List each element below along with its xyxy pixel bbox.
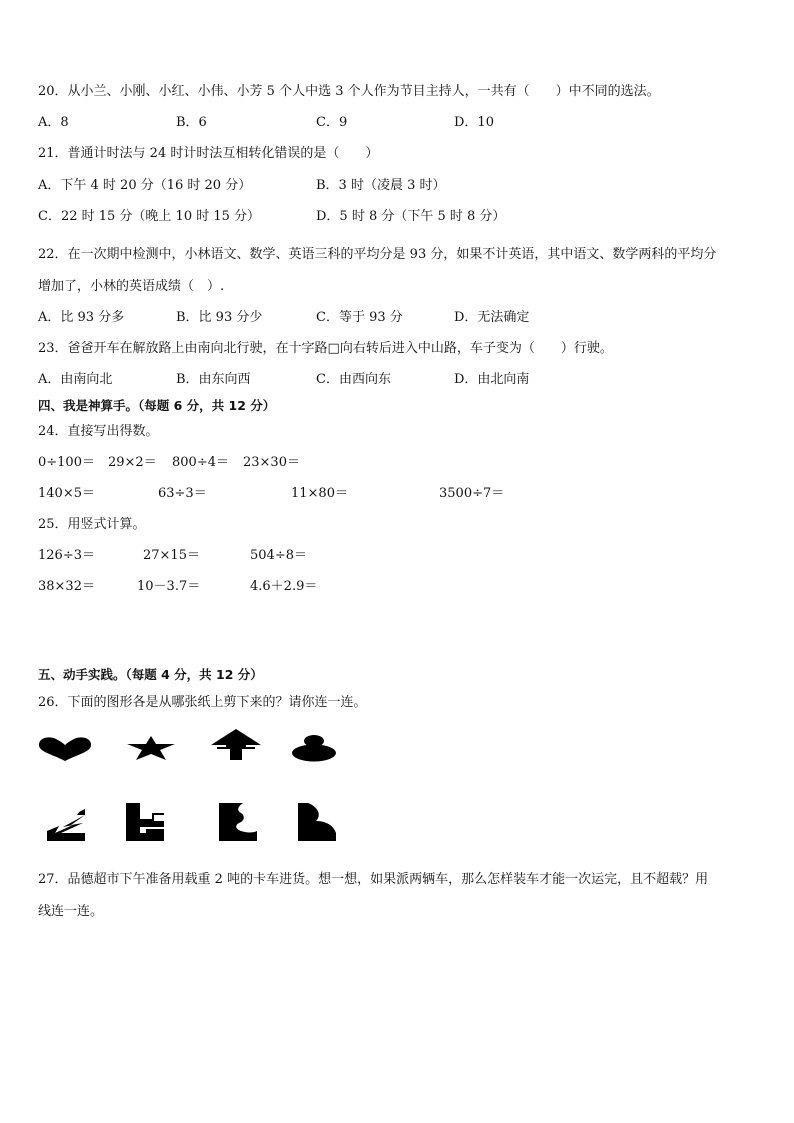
q24-stem: 24．直接写出得数。 <box>38 424 159 439</box>
q25-expr: 4.6＋2.9＝ <box>250 579 318 594</box>
q26-stem: 26．下面的图形各是从哪张纸上剪下来的？请你连一连。 <box>38 695 367 710</box>
q22-option-d: D．无法确定 <box>454 310 530 325</box>
q23-stem: 23．爸爸开车在解放路上由南向北行驶，在十字路□向右转后进入中山路，车子变为（ ）行驶。 <box>38 341 613 356</box>
q27-stem-line2: 线连一连。 <box>38 904 104 919</box>
q23-option-d: D．由北向南 <box>454 372 530 387</box>
q23-option-a: A．由南向北 <box>38 372 113 387</box>
q23-option-b: B．由东向西 <box>176 372 251 387</box>
q21-stem: 21．普通计时法与 24 时计时法互相转化错误的是（ ） <box>38 146 379 161</box>
q25-stem: 25．用竖式计算。 <box>38 517 146 532</box>
q20-option-d: D．10 <box>454 115 494 130</box>
star-shape-icon <box>126 735 176 761</box>
q24-expr: 800÷4＝ <box>172 455 229 470</box>
q21-option-c: C．22 时 15 分（晚上 10 时 15 分） <box>38 209 261 224</box>
q21-option-b: B．3 时（凌晨 3 时） <box>316 178 446 193</box>
q24-expr: 29×2＝ <box>108 455 157 470</box>
q21-option-d: D．5 时 8 分（下午 5 时 8 分） <box>316 209 506 224</box>
q22-stem-line1: 22．在一次期中检测中，小林语文、数学、英语三科的平均分是 93 分，如果不计英语，其中语文、数学两科的平均分 <box>38 247 717 262</box>
q25-expr: 504÷8＝ <box>250 548 307 563</box>
paper-round-cut-icon <box>219 803 257 841</box>
heart-shape-icon <box>38 736 92 762</box>
q22-option-a: A．比 93 分多 <box>38 310 125 325</box>
q25-expr: 38×32＝ <box>38 579 95 594</box>
section-5-title: 五、动手实践。（每题 4 分，共 12 分） <box>38 667 263 682</box>
q27-stem-line1: 27．品德超市下午准备用载重 2 吨的卡车进货。想一想，如果派两辆车，那么怎样装车才能一次运完，且不超载？用 <box>38 872 709 887</box>
q20-option-c: C．9 <box>316 115 348 130</box>
q24-expr: 140×5＝ <box>38 486 95 501</box>
paper-curve-cut-icon <box>298 803 336 841</box>
section-4-title: 四、我是神算手。（每题 6 分，共 12 分） <box>38 398 276 413</box>
q22-option-c: C．等于 93 分 <box>316 310 403 325</box>
q25-expr: 27×15＝ <box>143 548 200 563</box>
q22-option-b: B．比 93 分少 <box>176 310 263 325</box>
q20-stem: 20．从小兰、小刚、小红、小伟、小芳 5 个人中选 3 个人作为节目主持人，一共有（ ）中不同的选法。 <box>38 84 660 99</box>
q24-expr: 63÷3＝ <box>158 486 207 501</box>
q25-expr: 126÷3＝ <box>38 548 95 563</box>
q20-option-a: A．8 <box>38 115 69 130</box>
paper-step-cut-icon <box>126 803 164 841</box>
tree-shape-icon <box>209 729 263 761</box>
q24-expr: 23×30＝ <box>243 455 300 470</box>
q20-option-b: B．6 <box>176 115 207 130</box>
q23-option-c: C．由西向东 <box>316 372 391 387</box>
snowman-shape-icon <box>291 735 337 762</box>
q24-expr: 0÷100＝ <box>38 455 95 470</box>
q22-stem-line2: 增加了，小林的英语成绩（ ）. <box>38 279 225 294</box>
q25-expr: 10－3.7＝ <box>137 579 201 594</box>
q24-expr: 3500÷7＝ <box>439 486 505 501</box>
q24-expr: 11×80＝ <box>291 486 348 501</box>
paper-zigzag-cut-icon <box>47 803 85 841</box>
q21-option-a: A．下午 4 时 20 分（16 时 20 分） <box>38 178 252 193</box>
